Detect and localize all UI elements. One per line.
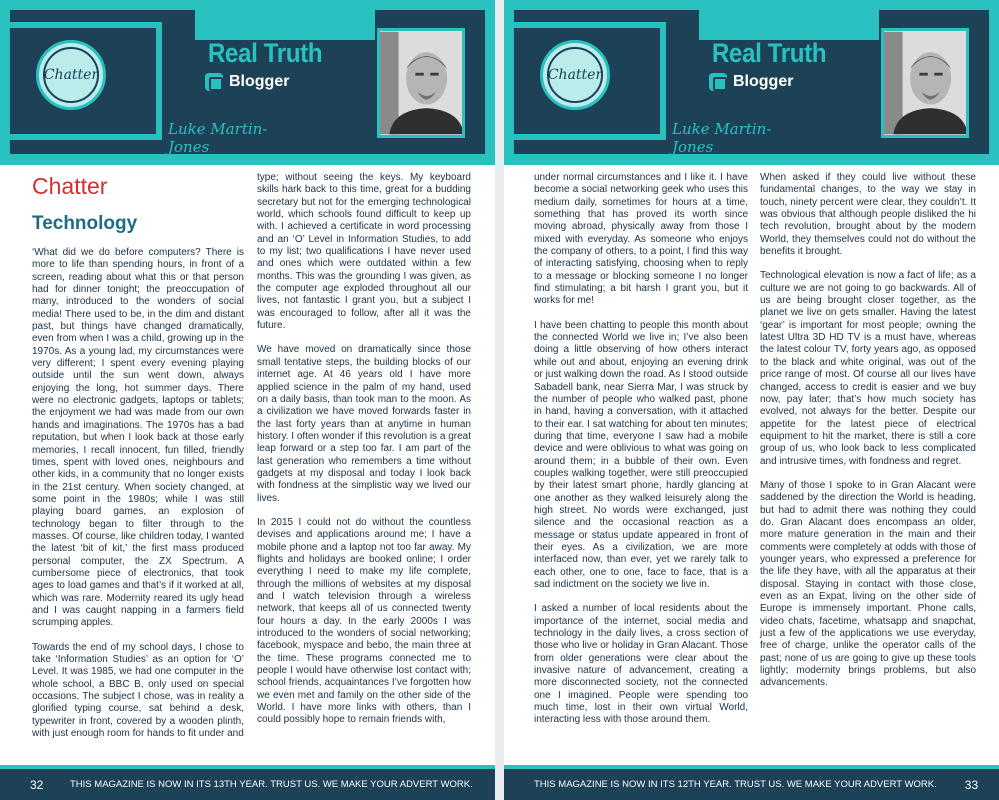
paragraph: type; without seeing the keys. My keyboard skills hark back to this time, great for a budding secretary but not for the emerging technological world, which schools found difficult to keep up with. I achieved a certificate in word processing and an ‘O’ Level in Information Studies, to add to my list; two qualifications I have never used and ones which were outdated within a few months. This was the grounding I was given, as the computer age exploded throughout all our lives, not fantastic I grant you, but a subject I was encouraged to follow, after all it was the future.	[257, 172, 471, 332]
section-title: Chatter	[32, 173, 108, 199]
brand-subtitle	[709, 73, 793, 91]
author-name: Luke Martin-Jones	[672, 120, 772, 156]
brand-subtitle	[205, 73, 289, 91]
chatter-logo	[540, 40, 610, 110]
author-name: Luke Martin-Jones	[168, 120, 268, 156]
logo-frame	[10, 22, 162, 140]
page-number: 33	[964, 777, 979, 792]
paragraph: under normal circumstances and I like it. I have become a social networking geek who uses this medium daily, sometimes for hours at a time, something that has proved its worth since moving abroad, physically away from those I mixed with everyday. As someone who enjoys the company of others, to a point, I find this way of interacting satisfying, choosing when to reply to a message or blocking someone I no longer find stimulating; a bit harsh I grant you, but it works for me!	[534, 172, 748, 307]
chatter-logo	[36, 40, 106, 110]
brand-title: Real Truth	[711, 38, 827, 68]
footer-tagline: THIS MAGAZINE IS NOW IN ITS 12TH YEAR. TRUST US. WE MAKE YOUR ADVERT WORK.	[534, 779, 937, 790]
header-tab-decoration	[195, 10, 375, 40]
header-panel	[514, 10, 989, 154]
spread-gutter	[495, 0, 504, 800]
chatter-logo-inner	[547, 47, 603, 103]
article-column-1	[32, 172, 244, 752]
paragraph: ‘What did we do before computers? There is more to life than spending hours, in front of a screen, reading about what this or that person had for dinner tonight; the preoccupation of many, introduced to the wonders of social media! There used to be, in the dim and distant past, but things have changed dramatically, even from when I was a child, growing up in the 1970s. As a young lad, my circumstances were very different; I spent every evening playing outside until the sun went down, always enjoying the long, hot summer days. There were no electronic gadgets, laptops or tablets; the enjoyment we had was made from our own hands and imaginations. The 1970s has a bad reputation, but when I look back at those early memories, I recall innocent, fun filled, friendly times, spent with loved ones, neighbours and other kids, in a community that no longer exists in the 21st century. When society changed, at some point in the 1980s; while I was still playing board games, an explosion of technology began to filter through to the masses. Of course, like children today, I wanted the latest ‘bit of kit,’ the first mass produced personal computer, the ZX Spectrum. A cumbersome piece of electronics, that took ages to load games and that’s if it worked at all, which was rare. Modernity reared its ugly head and I was caught napping in a farmers field scrumping apples.	[32, 247, 244, 629]
logo-frame	[514, 22, 666, 140]
page-footer	[0, 765, 495, 800]
paragraph: When asked if they could live without these fundamental changes, to the way we stay in touch, ninety percent were clear, they couldn’t. It was obvious that although people disliked the hi tech revolution, brought about by the modern World, they themselves could not do without the benefits it brought.	[760, 172, 976, 258]
paragraph: I asked a number of local residents about the importance of the internet, social media and technology in the daily lives, a cross section of those who live or holiday in Gran Alacant. Those from older generations were clear about the invasive nature of advancement, creating a more disconnected society, not the connected one I imagined. People were spending too much time, lost in their own virtual World, interacting less with those around them.	[534, 603, 748, 726]
article-column-3	[534, 172, 748, 739]
page-header	[0, 0, 495, 165]
page-header	[504, 0, 999, 165]
article-column-4	[760, 172, 976, 702]
author-photo	[881, 28, 969, 138]
article-title: Technology	[32, 213, 138, 234]
page-footer	[504, 765, 999, 800]
article-column-2	[257, 172, 471, 739]
brand-subtitle-text: Blogger	[229, 73, 290, 90]
paragraph: Many of those I spoke to in Gran Alacant were saddened by the direction the World is heading, but had to admit there was nothing they could do. Gran Alacant does encompass an older, more mature generation in the main and their comments were completely at odds with those of younger years, who expressed a preference for the life they have, with all the apparatus at their disposal. Staying in contact with those close, even as an Expat, living on the other side of Europe is immensely important. Phone calls, video chats, facetime, whatsapp and snapchat, just a few of the applications we use everyday, free of charge, unlike the operator calls of the past; none of us are going to give up these tools lightly; modernity brings problems, but also advancements.	[760, 479, 976, 689]
brand-subtitle-text: Blogger	[733, 73, 794, 90]
chatter-logo-inner	[43, 47, 99, 103]
page-number: 32	[30, 777, 44, 792]
author-photo-icon	[884, 31, 966, 135]
right-page	[504, 0, 999, 800]
paragraph: I have been chatting to people this month about the connected World we live in; I’ve also been doing a little observing of how others interact while out and about, enjoying an evening drink or just walking down the road. As I stood outside Sabadell bank, near Sierra Mar, I was struck by the number of people who walked past, phone in hand, having a conversation, with it attached to their ear. I sat watching for about ten minutes; during that time, everyone I saw had a mobile device and were oblivious to what was going on around them; in a bubble of their own. Even couples walking together, were still preoccupied by their latest smart phone, hardly glancing at one another as they walked leisurely along the high street. No words were exchanged, just silence and the occasional reaction as a message or status update appeared in front of their eyes. As a civilization, we are more interfaced now, than ever, yet we rarely talk to each other, one to one, face to face, that is a sad indictment on the society we live in.	[534, 319, 749, 590]
blogger-icon	[709, 73, 727, 91]
paragraph: We have moved on dramatically since those small tentative steps, the building blocks of our internet age. At 46 years old I have more applied science in the palm of my hand, used on a daily basis, than took man to the moon. As a civilization we have moved forwards faster in the last forty years than at anytime in human history. I often wonder if this revolution is a great leap forward or a step too far. I am part of the last generation who remembers a time without gadgets at my disposal and today I look back with fondness at the simplistic way we lived our lives.	[257, 344, 471, 504]
paragraph: Towards the end of my school days, I chose to take ‘Information Studies’ as an option for ‘O’ Level. It was 1985, we had one computer in the whole school, a BBC B, only used on special occasions. The subject I chose, was in reality a glorified typing course, sat behind a desk, typewriter in front, covered by a wooden plinth, with just enough room for hands to fit under and	[32, 641, 244, 740]
header-tab-decoration	[699, 10, 879, 40]
paragraph: In 2015 I could not do without the countless devises and applications around me; I have a mobile phone and a laptop not too far away. My flights and holidays are booked online; I order everything I need to make my life complete, through the millions of websites at my disposal and I watch television through a wireless network, that keeps all of us connected twenty four hours a day. In the early 2000s I was introduced to the wonders of social networking; facebook, myspace and bebo, the main three at the time. These programs connected me to people I would have otherwise lost contact with; school friends, acquaintances I’ve forgotten how we even met and family on the other side of the World. I have more links with others, than I could possibly hope to remain friends with,	[257, 516, 471, 726]
brand-title: Real Truth	[207, 38, 323, 68]
paragraph: Technological elevation is now a fact of life; as a culture we are not going to go backwards. All of us are being brought closer together, as the planet we live on gets smaller. Having the latest ‘gear’ is important for most people; owning the latest Ultra 3D HD TV is a must have, whereas the latest colour TV, forty years ago, as opposed to the black and white original, was out of the price range of most. Of course all our lives have changed, access to credit is easier and we buy now, pay later; that’s how much society has evolved, not always for the better. Despite our appetite for the latest piece of electrical equipment to hit the market, there is still a core group of us, who look back to less complicated and intrusive times, with fondness and regret.	[760, 270, 976, 467]
header-panel	[10, 10, 485, 154]
footer-tagline: THIS MAGAZINE IS NOW IN ITS 13TH YEAR. TRUST US. WE MAKE YOUR ADVERT WORK.	[70, 779, 473, 790]
left-page	[0, 0, 495, 800]
logo-text: Chatter	[547, 67, 603, 83]
author-photo	[377, 28, 465, 138]
author-photo-icon	[380, 31, 462, 135]
blogger-icon	[205, 73, 223, 91]
logo-text: Chatter	[43, 67, 99, 83]
